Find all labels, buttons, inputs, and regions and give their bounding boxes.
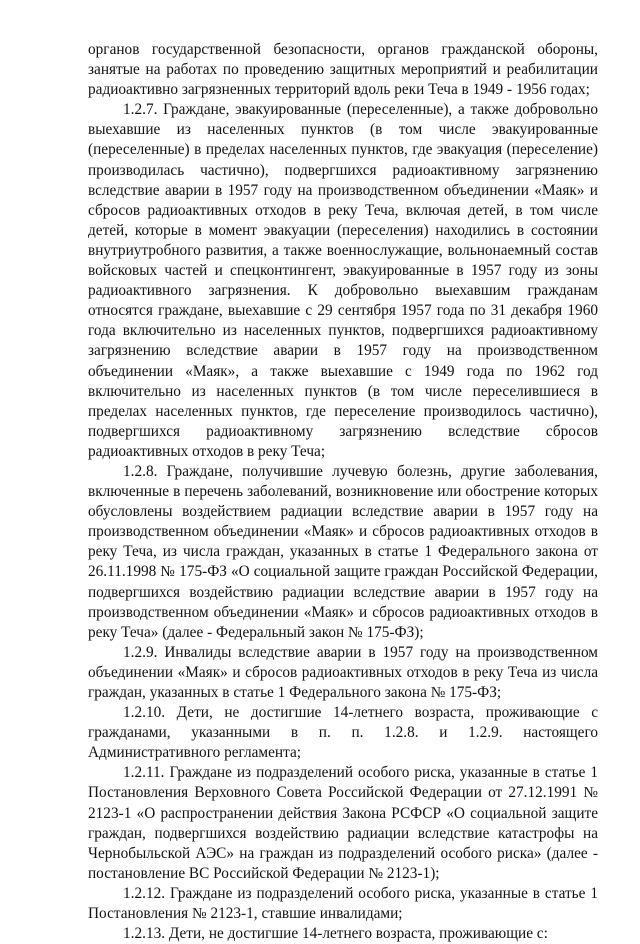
paragraph-1-2-7: 1.2.7. Граждане, эвакуированные (переселенные), а также добровольно выехавшие из населенных пунктов (в том числе эвакуированные (переселенные) в пределах населенных пунктов, где эвакуация (переселение) производилась частично), подвергшихся радиоактивному загрязнению вследствие аварии в 1957 году на производственном объединении «Маяк» и сбросов радиоактивных отходов в реку Теча, включая детей, в том числе детей, которые в момент эвакуации (переселения) находились в состоянии внутриутробного развития, а также военнослужащие, вольнонаемный состав войсковых частей и спецконтингент, эвакуированные в 1957 году из зоны радиоактивного загрязнения. К добровольно выехавшим гражданам относятся граждане, выехавшие с 29 сентября 1957 года по 31 декабря 1960 года включительно из населенных пунктов, подвергшихся радиоактивному загрязнению вследствие аварии в 1957 году на производственном объединении «Маяк», а также выехавшие с 1949 года по 1962 год включительно из населенных пунктов (в том числе переселившиеся в пределах населенных пунктов, где переселение производилось частично), подвергшихся радиоактивному загрязнению вследствие сбросов радиоактивных отходов в реку Теча; bbox=[88, 101, 598, 460]
paragraph-1-2-13: 1.2.13. Дети, не достигшие 14-летнего возраста, проживающие с: bbox=[123, 925, 548, 943]
paragraph-continuation: органов государственной безопасности, органов гражданской обороны, занятые на работах по проведению защитных мероприятий и реабилитации радиоактивно загрязненных территорий вдоль реки Теча в 1949 - 1956 годах; bbox=[88, 41, 598, 99]
paragraph-1-2-9: 1.2.9. Инвалиды вследствие аварии в 1957 году на производственном объединении «Маяк» и сбросов радиоактивных отходов в реку Теча из числа граждан, указанных в статье 1 Федерального закона № 175-ФЗ; bbox=[88, 643, 598, 701]
paragraph-1-2-12: 1.2.12. Граждане из подразделений особого риска, указанные в статье 1 Постановления № 2123-1, ставшие инвалидами; bbox=[88, 884, 598, 923]
paragraph-1-2-10: 1.2.10. Дети, не достигшие 14-летнего возраста, проживающие с гражданами, указанными в п. п. 1.2.8. и 1.2.9. настоящего Административного регламента; bbox=[88, 704, 598, 762]
paragraph-1-2-11: 1.2.11. Граждане из подразделений особого риска, указанные в статье 1 Постановления Верховного Совета Российской Федерации от 27.12.1991 № 2123-1 «О распространении действия Закона РСФСР «О социальной защите граждан, подвергшихся воздействию радиации вследствие катастрофы на Чернобыльской АЭС» на граждан из подразделений особого риска» (далее - постановление ВС Российской Федерации № 2123-1); bbox=[88, 764, 598, 882]
document-body bbox=[88, 40, 598, 944]
paragraph-1-2-8: 1.2.8. Граждане, получившие лучевую болезнь, другие заболевания, включенные в перечень заболеваний, возникновение или обострение которых обусловлены воздействием радиации вследствие аварии в 1957 году на производственном объединении «Маяк» и сбросов радиоактивных отходов в реку Теча, из числа граждан, указанных в статье 1 Федерального закона от 26.11.1998 № 175-ФЗ «О социальной защите граждан Российской Федерации, подвергшихся воздействию радиации вследствие аварии в 1957 году на производственном объединении «Маяк» и сбросов радиоактивных отходов в реку Теча» (далее - Федеральный закон № 175-ФЗ); bbox=[88, 462, 598, 641]
